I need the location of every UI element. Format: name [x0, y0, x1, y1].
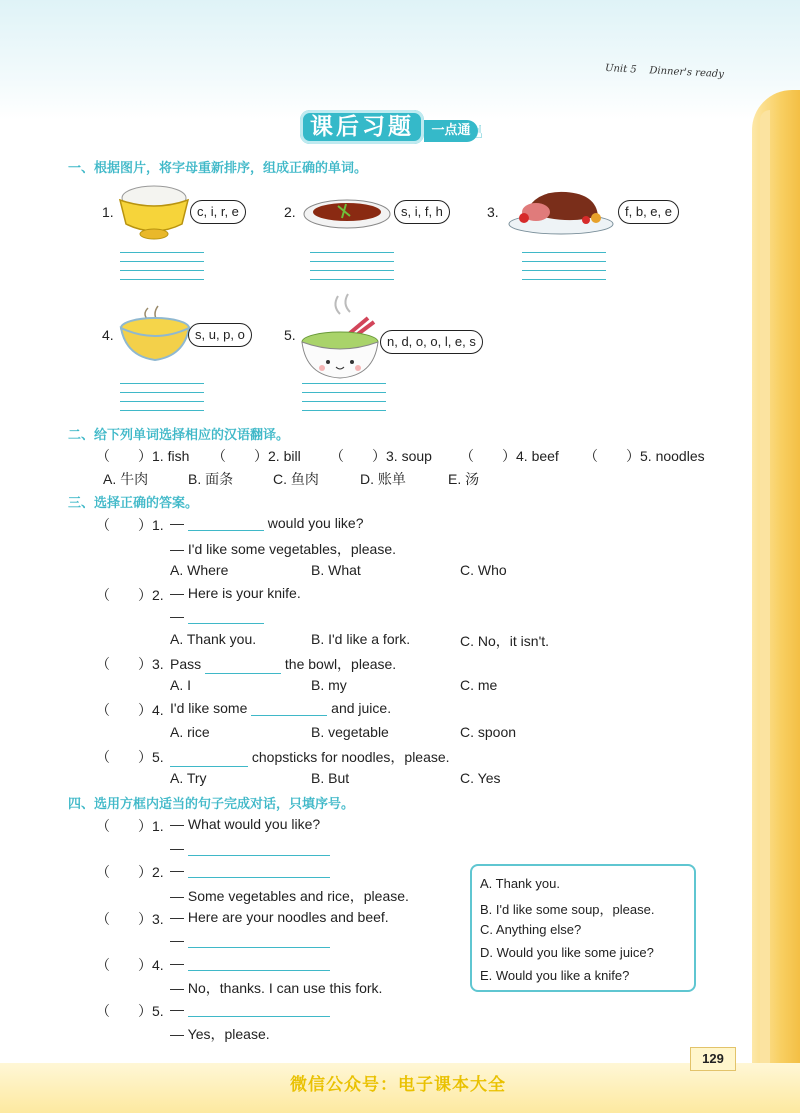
- s2-item2[interactable]: （ ）2. bill: [212, 448, 301, 464]
- d3-line1: — Here are your noodles and beef.: [170, 909, 389, 925]
- q3-pre: Pass: [170, 656, 202, 672]
- q1-dash: —: [170, 515, 184, 531]
- banner: [300, 110, 500, 150]
- s2-item5[interactable]: （ ）5. noodles: [584, 448, 705, 464]
- d4-paren[interactable]: （ ）4.: [96, 957, 164, 973]
- s2-option-b: B. 面条: [188, 471, 234, 487]
- q3-post: the bowl，please.: [284, 656, 397, 672]
- q5-paren[interactable]: （ ）5.: [96, 749, 164, 765]
- q2-line1: — Here is your knife.: [170, 585, 301, 601]
- d2-line2: — Some vegetables and rice，please.: [170, 888, 409, 904]
- box-option-d: D. Would you like some juice?: [480, 945, 654, 960]
- q5-option-a: A. Try: [170, 770, 207, 786]
- soup-bowl-icon: [118, 304, 192, 366]
- d4-blank[interactable]: [188, 956, 330, 971]
- d2-blank[interactable]: [188, 863, 330, 878]
- d3-line2: —: [170, 932, 184, 948]
- d5-line1: —: [170, 1001, 184, 1017]
- item4-letters: s, u, p, o: [188, 323, 252, 347]
- item5-letters: n, d, o, o, l, e, s: [380, 330, 483, 354]
- item2-number: 2.: [284, 204, 296, 220]
- q4-blank[interactable]: [251, 701, 327, 716]
- beef-plate-icon: [506, 182, 616, 238]
- q5-option-c: C. Yes: [460, 770, 501, 786]
- q5-option-b: B. But: [311, 770, 350, 786]
- item4-number: 4.: [102, 327, 114, 343]
- item3-answer-lines[interactable]: [522, 252, 606, 288]
- item3-letters: f, b, e, e: [618, 200, 679, 224]
- right-page-edge-inner: [760, 110, 770, 1070]
- section4-title: 四、选用方框内适当的句子完成对话，只填序号。: [68, 797, 355, 812]
- item1-number: 1.: [102, 204, 114, 220]
- d1-line1: — What would you like?: [170, 816, 321, 832]
- d5-line2: — Yes，please.: [170, 1026, 270, 1042]
- options-box: [470, 864, 696, 992]
- section2-title: 二、给下列单词选择相应的汉语翻译。: [68, 428, 290, 443]
- item3-number: 3.: [487, 204, 499, 220]
- d3-blank[interactable]: [188, 933, 330, 948]
- q1-blank[interactable]: [188, 516, 264, 531]
- d5-blank[interactable]: [188, 1002, 330, 1017]
- item1-letters: c, i, r, e: [190, 200, 246, 224]
- s2-option-d: D. 账单: [360, 471, 406, 487]
- s2-option-c: C. 鱼肉: [273, 471, 319, 487]
- q4-option-a: A. rice: [170, 724, 210, 740]
- unit-label: Unit 5: [604, 62, 637, 76]
- s2-item3[interactable]: （ ）3. soup: [330, 448, 432, 464]
- q1-rest: would you like?: [267, 515, 364, 531]
- q4-post: and juice.: [331, 700, 392, 716]
- d1-line2: —: [170, 840, 184, 856]
- s2-item1[interactable]: （ ）1. fish: [96, 448, 190, 464]
- banner-title: 课后习题: [300, 110, 424, 144]
- d3-paren[interactable]: （ ）3.: [96, 911, 164, 927]
- d1-paren[interactable]: （ ）1.: [96, 818, 164, 834]
- section3-title: 三、选择正确的答案。: [68, 496, 199, 511]
- item2-answer-lines[interactable]: [310, 252, 394, 288]
- item2-letters: s, i, f, h: [394, 200, 450, 224]
- pointing-hand-icon: ☝: [472, 122, 483, 142]
- box-option-b: B. I'd like some soup，please.: [480, 902, 655, 917]
- box-option-a: A. Thank you.: [480, 876, 560, 891]
- item5-number: 5.: [284, 327, 296, 343]
- d1-blank[interactable]: [188, 841, 330, 856]
- rice-bowl-icon: [116, 178, 192, 246]
- q3-paren[interactable]: （ ）3.: [96, 656, 164, 672]
- q3-option-c: C. me: [460, 677, 498, 693]
- box-option-c: C. Anything else?: [480, 922, 582, 937]
- s2-option-e: E. 汤: [448, 471, 480, 487]
- banner-tag: 一点通: [424, 120, 478, 142]
- q5-post: chopsticks for noodles，please.: [251, 749, 450, 765]
- d2-paren[interactable]: （ ）2.: [96, 864, 164, 880]
- item1-answer-lines[interactable]: [120, 252, 204, 288]
- q2-option-b: B. I'd like a fork.: [311, 631, 411, 647]
- q2-dash: —: [170, 608, 184, 624]
- q2-blank[interactable]: [188, 609, 264, 624]
- s2-item4[interactable]: （ ）4. beef: [460, 448, 559, 464]
- q4-paren[interactable]: （ ）4.: [96, 702, 164, 718]
- q4-option-c: C. spoon: [460, 724, 517, 740]
- footer-watermark: 微信公众号：电子课本大全: [290, 1075, 506, 1095]
- q5-blank[interactable]: [170, 752, 248, 767]
- q1-paren[interactable]: （ ）1.: [96, 517, 164, 533]
- section1-title: 一、根据图片，将字母重新排序，组成正确的单词。: [68, 161, 368, 176]
- q1-line2: — I'd like some vegetables，please.: [170, 541, 397, 557]
- q3-blank[interactable]: [205, 659, 281, 674]
- item5-answer-lines[interactable]: [302, 383, 386, 419]
- q3-option-a: A. I: [170, 677, 192, 693]
- fish-plate-icon: [302, 192, 392, 232]
- item4-answer-lines[interactable]: [120, 383, 204, 419]
- q4-pre: I'd like some: [170, 700, 248, 716]
- d2-line1: —: [170, 862, 184, 878]
- q2-option-a: A. Thank you.: [170, 631, 257, 647]
- page-number: 129: [690, 1047, 736, 1071]
- q2-paren[interactable]: （ ）2.: [96, 587, 164, 603]
- d4-line2: — No，thanks. I can use this fork.: [170, 980, 383, 996]
- q2-option-c: C. No，it isn't.: [460, 633, 550, 649]
- noodles-bowl-icon: [298, 292, 382, 382]
- top-background: [0, 0, 800, 120]
- s2-option-a: A. 牛肉: [103, 471, 149, 487]
- q1-option-b: B. What: [311, 562, 361, 578]
- unit-title: Dinner's ready: [649, 65, 725, 81]
- d5-paren[interactable]: （ ）5.: [96, 1003, 164, 1019]
- q4-option-b: B. vegetable: [311, 724, 389, 740]
- box-option-e: E. Would you like a knife?: [480, 968, 630, 983]
- q3-option-b: B. my: [311, 677, 347, 693]
- q1-option-c: C. Who: [460, 562, 507, 578]
- q1-option-a: A. Where: [170, 562, 229, 578]
- d4-line1: —: [170, 955, 184, 971]
